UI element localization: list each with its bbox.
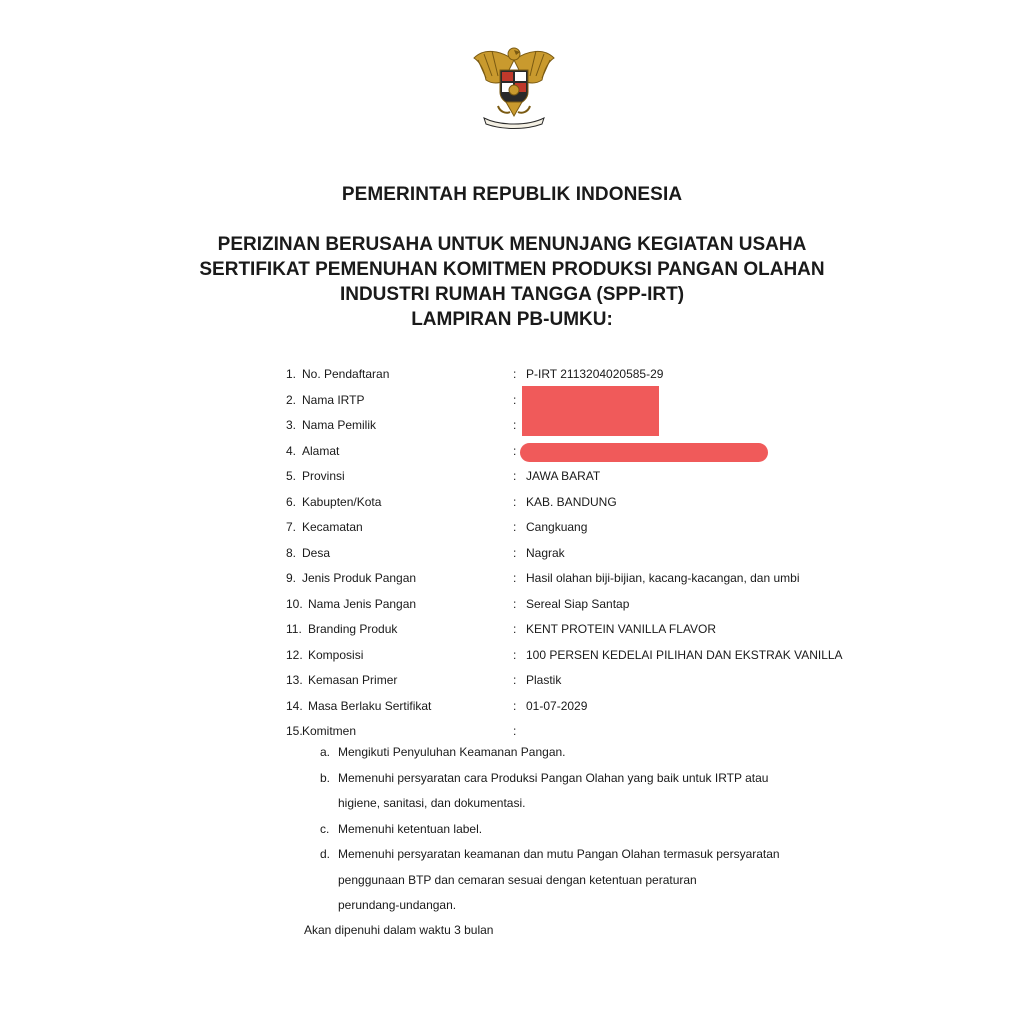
commitment-list [320, 740, 880, 919]
field-number: 3. [286, 418, 297, 432]
field-colon: : [513, 673, 517, 687]
field-label: Komitmen [302, 724, 357, 738]
field-value: JAWA BARAT [526, 469, 601, 483]
list-item-text [338, 842, 880, 919]
government-title: PEMERINTAH REPUBLIK INDONESIA [341, 184, 683, 205]
text-line: Mengikuti Penyuluhan Keamanan Pangan. [338, 745, 566, 759]
field-colon: : [513, 545, 517, 560]
field-colon: : [513, 571, 517, 585]
field-colon: : [513, 367, 517, 381]
field-value: 100 PERSEN KEDELAI PILIHAN DAN EKSTRAK VANILLA [526, 647, 843, 662]
field-label: Kecamatan [302, 520, 363, 534]
text-line: perundang-undangan. [338, 898, 457, 912]
field-number: 8. [286, 545, 297, 560]
list-item-text [338, 740, 880, 766]
field-district [286, 517, 886, 543]
field-number: 2. [286, 392, 297, 407]
field-colon: : [513, 698, 517, 713]
field-number: 10. [286, 596, 303, 611]
field-label: Desa [302, 545, 331, 560]
field-village [286, 543, 886, 569]
field-value: KENT PROTEIN VANILLA FLAVOR [526, 622, 717, 636]
list-item [320, 817, 880, 843]
field-label: Nama Pemilik [302, 418, 377, 432]
field-value: KAB. BANDUNG [526, 494, 617, 509]
text-line: penggunaan BTP dan cemaran sesuai dengan ketentuan peraturan [338, 872, 697, 887]
document-title [0, 232, 1024, 332]
text-line: Memenuhi persyaratan cara Produksi Pangan Olahan yang baik untuk IRTP atau [338, 770, 769, 785]
field-label: Nama IRTP [302, 392, 365, 407]
field-value: Plastik [526, 673, 562, 687]
title-line: LAMPIRAN PB-UMKU: [411, 309, 613, 330]
field-value: 01-07-2029 [526, 698, 588, 713]
field-colon: : [513, 469, 517, 483]
list-item-text [338, 766, 880, 817]
field-colon: : [513, 622, 517, 636]
list-item [320, 766, 880, 817]
title-line: PERIZINAN BERUSAHA UNTUK MENUNJANG KEGIATAN USAHA [217, 234, 807, 255]
field-regency [286, 492, 886, 518]
list-marker: b. [320, 770, 331, 785]
field-province [286, 466, 886, 492]
field-value: Hasil olahan biji-bijian, kacang-kacangan, dan umbi [526, 571, 800, 585]
field-primary-packaging [286, 670, 886, 696]
field-number: 6. [286, 494, 297, 509]
text-line: Memenuhi persyaratan keamanan dan mutu Pangan Olahan termasuk persyaratan [338, 847, 780, 861]
list-item [320, 740, 880, 766]
field-colon: : [513, 724, 517, 738]
field-label: Komposisi [308, 647, 364, 662]
field-number: 12. [286, 647, 303, 662]
text-line: higiene, sanitasi, dan dokumentasi. [338, 796, 526, 810]
field-label: Branding Produk [308, 622, 398, 636]
field-value: Cangkuang [526, 520, 588, 534]
title-line: SERTIFIKAT PEMENUHAN KOMITMEN PRODUKSI PANGAN OLAHAN [199, 259, 825, 280]
field-colon: : [513, 520, 517, 534]
list-item [320, 842, 880, 919]
field-number: 7. [286, 520, 297, 534]
field-label: Kabupten/Kota [302, 494, 382, 509]
field-colon: : [513, 596, 517, 611]
field-number: 11. [286, 622, 302, 636]
field-number: 9. [286, 571, 297, 585]
field-certificate-validity [286, 696, 886, 722]
field-number: 5. [286, 469, 297, 483]
field-value: Sereal Siap Santap [526, 596, 630, 611]
field-label: Kemasan Primer [308, 673, 398, 687]
redaction-block [522, 386, 659, 436]
field-value: P-IRT 2113204020585-29 [526, 367, 664, 381]
field-label: Jenis Produk Pangan [302, 571, 417, 585]
field-product-branding [286, 619, 886, 645]
field-number: 13. [286, 673, 303, 687]
field-label: Provinsi [302, 469, 345, 483]
title-line: INDUSTRI RUMAH TANGGA (SPP-IRT) [339, 284, 685, 305]
field-label: Alamat [302, 443, 340, 458]
field-food-type-name [286, 594, 886, 620]
field-number: 4. [286, 443, 297, 458]
field-colon: : [513, 418, 517, 432]
field-colon: : [513, 647, 517, 662]
field-number: 1. [286, 367, 297, 381]
field-value: Nagrak [526, 545, 565, 560]
field-number: 14. [286, 698, 303, 713]
field-colon: : [513, 392, 517, 407]
field-number: 15. [286, 724, 303, 738]
footer-note: Akan dipenuhi dalam waktu 3 bulan [304, 923, 494, 937]
list-marker: d. [320, 847, 331, 861]
list-marker: c. [320, 821, 330, 836]
field-label: No. Pendaftaran [302, 367, 390, 381]
redaction-bar [520, 443, 768, 462]
list-marker: a. [320, 745, 331, 759]
garuda-emblem-icon [470, 40, 558, 130]
field-colon: : [513, 494, 517, 509]
field-composition [286, 645, 886, 671]
field-label: Masa Berlaku Sertifikat [308, 698, 432, 713]
list-item-text [338, 817, 880, 843]
field-label: Nama Jenis Pangan [308, 596, 417, 611]
field-food-product-type [286, 568, 886, 594]
text-line: Memenuhi ketentuan label. [338, 821, 483, 836]
field-colon: : [513, 443, 517, 458]
